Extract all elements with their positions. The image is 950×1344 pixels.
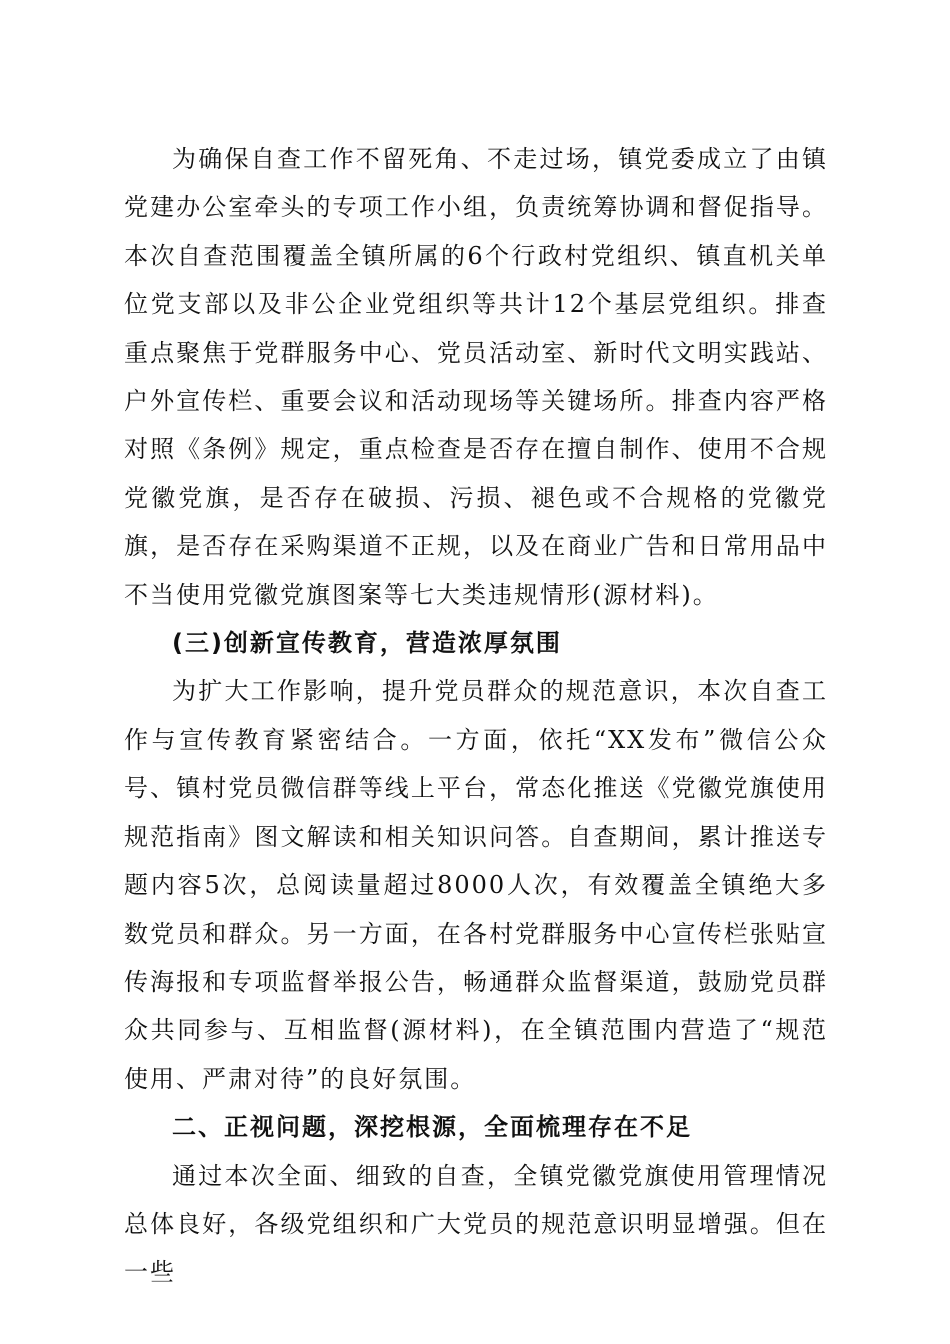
- subheading-publicity-education: (三)创新宣传教育，营造浓厚氛围: [172, 629, 562, 658]
- document-body: [124, 135, 828, 1297]
- section-heading-problems: 二、正视问题，深挖根源，全面梳理存在不足: [172, 1113, 692, 1142]
- paragraph-problems-intro: 通过本次全面、细致的自查，全镇党徽党旗使用管理情况总体良好，各级党组织和广大党员的规范意识明显增强。但在一些: [124, 1161, 828, 1287]
- paragraph-self-inspection-scope: 为确保自查工作不留死角、不走过场，镇党委成立了由镇党建办公室牵头的专项工作小组，负责统筹协调和督促指导。本次自查范围覆盖全镇所属的6个行政村党组织、镇直机关单位党支部以及非公企业党组织等共计12个基层党组织。排查重点聚焦于党群服务中心、党员活动室、新时代文明实践站、户外宣传栏、重要会议和活动现场等关键场所。排查内容严格对照《条例》规定，重点检查是否存在擅自制作、使用不合规党徽党旗，是否存在破损、污损、褪色或不合规格的党徽党旗，是否存在采购渠道不正规，以及在商业广告和日常用品中不当使用党徽党旗图案等七大类违规情形(源材料)。: [124, 145, 828, 609]
- paragraph-publicity-education: 为扩大工作影响，提升党员群众的规范意识，本次自查工作与宣传教育紧密结合。一方面，依托“XX发布”微信公众号、镇村党员微信群等线上平台，常态化推送《党徽党旗使用规范指南》图文解读和相关知识问答。自查期间，累计推送专题内容5次，总阅读量超过8000人次，有效覆盖全镇绝大多数党员和群众。另一方面，在各村党群服务中心宣传栏张贴宣传海报和专项监督举报公告，畅通群众监督渠道，鼓励党员群众共同参与、互相监督(源材料)，在全镇范围内营造了“规范使用、严肃对待”的良好氛围。: [124, 677, 828, 1093]
